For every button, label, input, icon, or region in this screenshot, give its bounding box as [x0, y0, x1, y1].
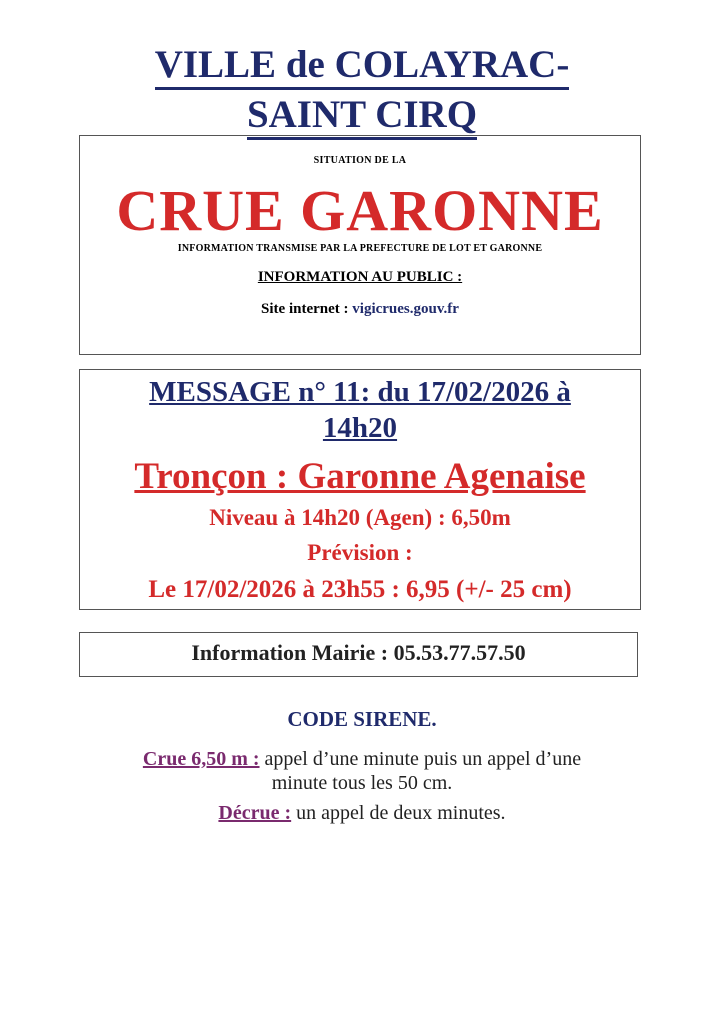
- town-title: [0, 40, 724, 140]
- siren-rule-crue-cont: minute tous les 50 cm.: [271, 772, 453, 794]
- flood-title: CRUE GARONNE: [116, 178, 604, 243]
- siren-rule-decrue: [0, 802, 724, 825]
- town-title-line1: VILLE de COLAYRAC-: [155, 43, 570, 90]
- message-header: [80, 374, 640, 446]
- mairie-phone: Information Mairie : 05.53.77.57.50: [191, 640, 526, 665]
- website-label: Site internet :: [261, 301, 349, 317]
- town-title-line2: SAINT CIRQ: [247, 93, 477, 140]
- forecast-label: Prévision :: [307, 540, 413, 565]
- level-reading: Niveau à 14h20 (Agen) : 6,50m: [209, 505, 511, 530]
- website-line: [80, 301, 640, 318]
- decrue-text: un appel de deux minutes.: [296, 802, 506, 824]
- message-line2: 14h20: [322, 412, 398, 444]
- troncon-heading: [80, 454, 640, 500]
- siren-rule-crue: [0, 746, 724, 772]
- situation-caption: SITUATION DE LA: [313, 155, 407, 166]
- website-link[interactable]: vigicrues.gouv.fr: [352, 301, 459, 317]
- troncon-label: Tronçon : Garonne Agenaise: [134, 456, 586, 497]
- crue-text: appel d’une minute puis un appel d’une: [264, 748, 582, 770]
- situation-box: [79, 135, 641, 355]
- public-info-label: INFORMATION AU PUBLIC :: [257, 269, 463, 285]
- crue-label: Crue 6,50 m :: [142, 748, 260, 770]
- forecast-value: Le 17/02/2026 à 23h55 : 6,95 (+/- 25 cm): [148, 576, 572, 603]
- prefecture-note: INFORMATION TRANSMISE PAR LA PREFECTURE DE LOT ET GARONNE: [177, 243, 543, 254]
- message-box: [79, 369, 641, 610]
- mairie-box: [79, 632, 638, 677]
- siren-code-title: CODE SIRENE.: [287, 707, 437, 731]
- decrue-label: Décrue :: [218, 802, 292, 824]
- public-info-heading: [80, 269, 640, 286]
- message-line1: MESSAGE n° 11: du 17/02/2026 à: [149, 376, 571, 408]
